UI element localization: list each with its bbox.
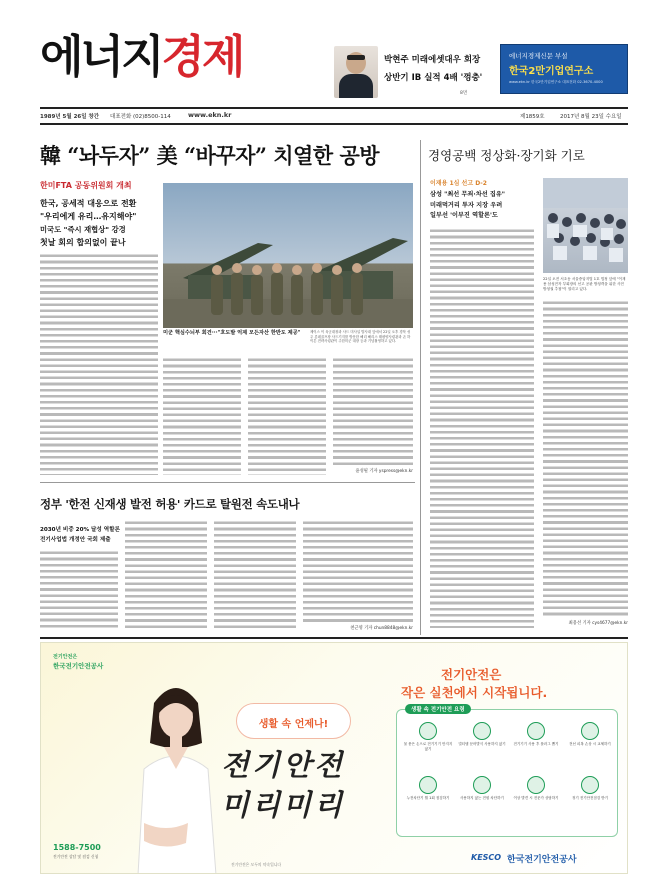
masthead xyxy=(0,0,650,105)
promo-text1[interactable]: 박현주 미래에셋대우 회장 xyxy=(384,55,481,65)
ad-tips-title: 생활 속 전기안전 요령 xyxy=(405,704,471,714)
ad-tip-1-text: 멀티탭 문어발식 사용하지 않기 xyxy=(458,742,506,746)
lead-body-col1 xyxy=(40,253,158,475)
ad-tip-2 xyxy=(511,722,561,747)
promo-portrait xyxy=(334,46,378,98)
ad-kesco-logo: KESCO xyxy=(471,853,502,862)
ad-line3: www.ekn.kr 한국2만기업연구소 대표전화 02-3670-4000 xyxy=(509,80,603,84)
ad-tips-panel xyxy=(396,709,618,837)
institute-ad[interactable] xyxy=(500,44,628,94)
right-kicker: 이재용 1심 선고 D-2 xyxy=(430,180,487,187)
lead-photo xyxy=(163,183,413,328)
right-body-col2 xyxy=(543,300,628,618)
second-body-col4 xyxy=(303,520,413,625)
ad-hotline-note: 전기안전 상담 및 점검 신청 xyxy=(53,854,99,859)
second-body-col3 xyxy=(214,520,296,630)
lead-body-col3 xyxy=(248,357,326,475)
safety-ad[interactable] xyxy=(40,642,628,874)
second-subhead-1: 2030년 비중 20% 달성 역할론 xyxy=(40,527,120,533)
second-byline: 천근영 기자 chun8848@ekn.kr xyxy=(350,626,413,631)
ad-bubble-text: 생활 속 언제나! xyxy=(258,719,329,730)
right-photo-caption: 22일 오전 서초동 서울중앙지법 1호 법정 앞에 "이재용 삼성전자 부회장의 선고 공판 방청객을 위한 사전 방청권 추첨"이 열리고 있다. xyxy=(543,277,626,291)
dateline-issue: 제1859호 xyxy=(520,114,545,120)
model-illustration xyxy=(126,673,226,874)
second-subhead-2: 전기사업법 개정안 국회 제출 xyxy=(40,537,111,543)
dateline-phone: 대표전화 (02)8500-114 xyxy=(110,114,171,120)
promo-page: 8면 xyxy=(460,91,468,96)
ad-tip-5 xyxy=(457,776,507,801)
ad-brand-small: 한국전기안전공사 xyxy=(53,662,104,670)
expert-icon xyxy=(527,776,545,794)
section-divider xyxy=(40,482,415,483)
ad-tip-6 xyxy=(511,776,561,801)
ad-bubble xyxy=(236,703,351,739)
masthead-rule-bottom xyxy=(40,123,628,125)
dateline xyxy=(40,110,628,122)
ad-heading-line2: 작은 실천에서 시작됩니다. xyxy=(401,685,548,700)
second-headline[interactable]: 정부 '한전 신재생 발전 허용' 카드로 탈원전 속도내나 xyxy=(40,497,300,511)
lead-byline: 윤성필 기자 yspress@ekn.kr xyxy=(355,469,413,474)
lead-headline[interactable]: 韓 “놔두자” 美 “바꾸자” 치열한 공방 xyxy=(40,143,380,168)
lead-subhead-3: 미국도 "즉시 재협상" 강경 xyxy=(40,225,126,234)
right-subhead-1: 삼성 "최선 무죄·차선 집유" xyxy=(430,191,506,198)
breaker-icon xyxy=(419,776,437,794)
power-strip-icon xyxy=(473,722,491,740)
masthead-rule-top xyxy=(40,107,628,109)
ad-tip-5-text: 사용하지 않는 전원 차단하기 xyxy=(460,796,504,800)
ad-tip-3-text: 전선 피복 손상 시 교체하기 xyxy=(569,742,611,746)
lead-photo-caption: 미군 핵심수뇌부 회견···"호도발 억제 모든자산 한반도 제공" xyxy=(163,330,301,336)
ad-line1: 에너지경제신문 부설 xyxy=(509,52,568,60)
lead-subheads xyxy=(40,197,158,249)
right-subhead-3: 일부선 '이부진 역할론'도 xyxy=(430,212,498,219)
logo-part2: 경제 xyxy=(161,30,243,83)
ad-tip-0-text: 물 묻은 손으로 전기기기 만지지 않기 xyxy=(403,742,453,751)
right-photo xyxy=(543,178,628,273)
second-body-col1 xyxy=(40,550,118,630)
lead-subhead-2: "우리에게 유리…유지해야" xyxy=(40,212,137,221)
ad-company: 한국전기안전공사 xyxy=(507,855,577,865)
ad-tip-7-text: 정기 전기안전점검 받기 xyxy=(571,796,609,800)
crowd-illustration xyxy=(543,178,628,273)
ad-tip-2-text: 전기기기 사용 후 플러그 뽑기 xyxy=(513,742,559,746)
ad-tip-6-text: 이상 발견 시 전문가 상담하기 xyxy=(513,796,559,800)
unplug-icon xyxy=(527,722,545,740)
dateline-founded: 1989년 5월 26일 창간 xyxy=(40,114,100,120)
logo xyxy=(40,32,242,82)
right-subhead-2: 미래먹거리 투자 지장 우려 xyxy=(430,201,503,209)
switch-icon xyxy=(473,776,491,794)
dateline-date: 2017년 8월 23일 수요일 xyxy=(560,114,622,120)
lead-body-col2 xyxy=(163,357,241,475)
ad-slogan-small: 전기안전은 xyxy=(53,654,78,660)
ad-tip-1 xyxy=(457,722,507,747)
ad-tip-7 xyxy=(565,776,615,801)
ad-top-rule xyxy=(40,637,628,639)
lead-kicker: 한미FTA 공동위원회 개최 xyxy=(40,181,132,190)
second-body-col2 xyxy=(125,520,207,630)
lead-photo-caption-detail: 제이스 이 육군대장과 사드 미사일 발사대 앞에서 22일 오후 경북 성주 롯데골프장 사드기지를 방문한 해리 해리스 태평양사령관과 존 하이튼 전략사령관이 주한미군 대장 등과 기념촬영하고 있다. xyxy=(310,330,411,344)
right-subheads xyxy=(430,190,530,222)
ad-title-line2: 미리미리 xyxy=(221,788,346,822)
missile-launcher-illustration xyxy=(163,183,413,328)
lead-subhead-4: 첫날 회의 합의없이 끝나 xyxy=(40,238,126,247)
plug-icon xyxy=(419,722,437,740)
dateline-site[interactable]: www.ekn.kr xyxy=(188,111,232,119)
ad-tip-4 xyxy=(403,776,453,801)
ad-model-figure xyxy=(126,673,226,874)
ad-hotline[interactable]: 1588-7500 xyxy=(53,843,101,852)
right-headline[interactable]: 경영공백 정상화·장기화 기로 xyxy=(428,148,585,163)
ad-title-line1: 전기안전 xyxy=(221,748,346,782)
column-divider xyxy=(420,140,421,635)
ad-tip-4-text: 누전차단기 월 1회 점검하기 xyxy=(406,796,450,800)
ad-heading-line1: 전기안전은 xyxy=(441,667,502,682)
right-byline: 최용선 기자 cys4677@ekn.kr xyxy=(568,621,628,626)
ad-tip-0 xyxy=(403,722,453,752)
ad-tip-3 xyxy=(565,722,615,747)
promo-text2[interactable]: 상반기 IB 실적 4배 '껑충' xyxy=(384,73,483,83)
ad-footer-note: 전기안전은 모두의 약속입니다 xyxy=(231,862,282,867)
lead-body-col4 xyxy=(333,357,413,467)
right-body-col1 xyxy=(430,228,534,628)
inspection-icon xyxy=(581,776,599,794)
logo-part1: 에너지 xyxy=(40,30,162,83)
cable-icon xyxy=(581,722,599,740)
ad-line2: 한국2만기업연구소 xyxy=(509,66,594,77)
lead-subhead-1: 한국, 공세적 대응으로 전환 xyxy=(40,199,137,208)
